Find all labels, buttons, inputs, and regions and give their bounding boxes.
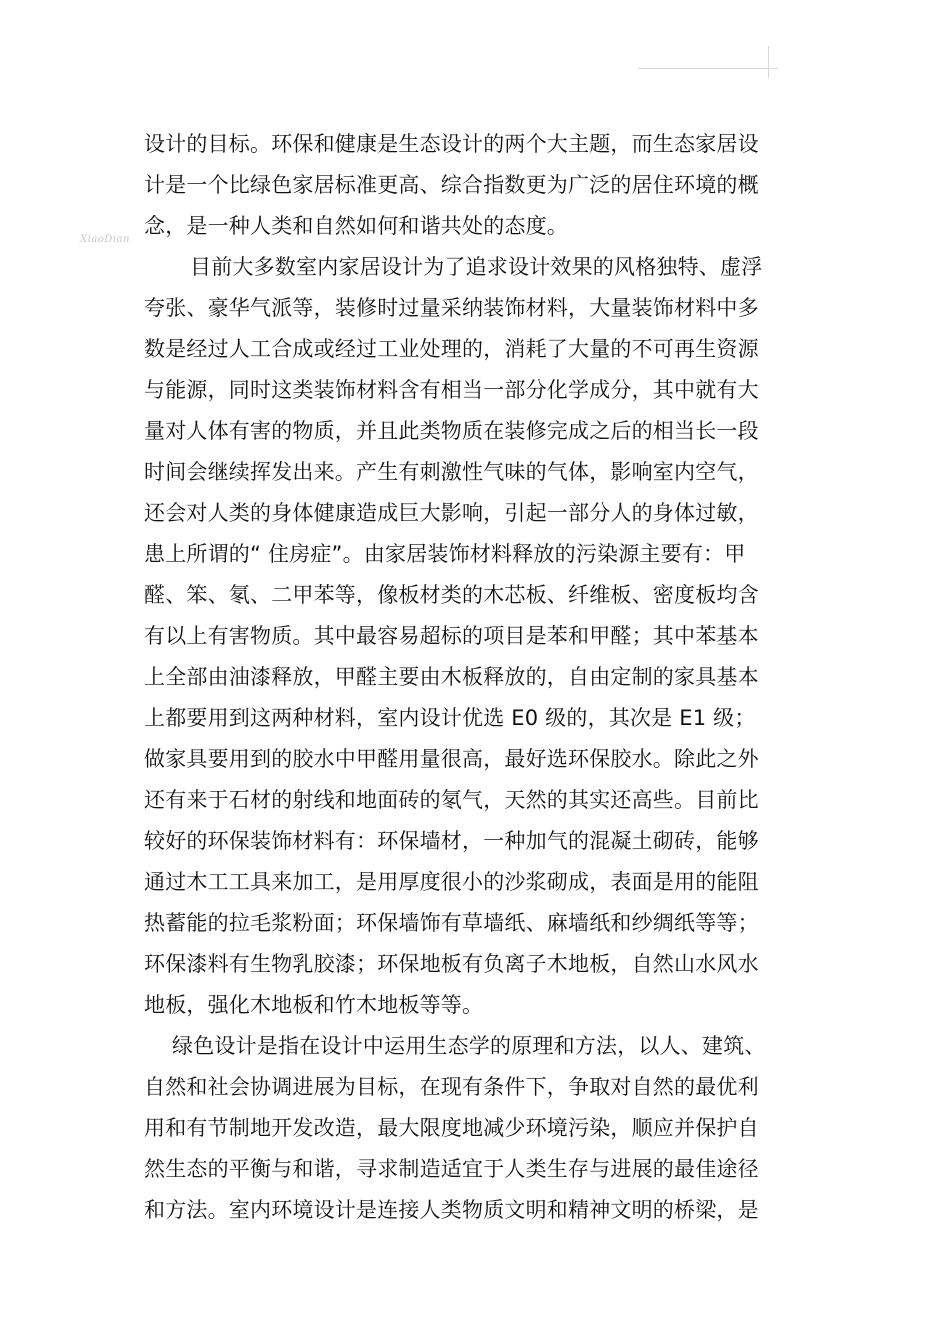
paragraph-start-line: 目前大多数室内家居设计为了追求设计效果的风格独特、虚浮 <box>190 255 763 279</box>
text-line: 量对人体有害的物质，并且此类物质在装修完成之后的相当长一段 <box>144 419 759 443</box>
text-line: 通过木工工具来加工，是用厚度很小的沙浆砌成，表面是用的能阻 <box>144 870 759 894</box>
text-line: 地板，强化木地板和竹木地板等等。 <box>144 993 484 1017</box>
text-line: 念，是一种人类和自然如何和谐共处的态度。 <box>144 214 568 238</box>
text-line: 还会对人类的身体健康造成巨大影响，引起一部分人的身体过敏， <box>144 501 759 525</box>
text-line: 夸张、豪华气派等，装修时过量采纳装饰材料，大量装饰材料中多 <box>144 296 759 320</box>
text-line: 自然和社会协调进展为目标，在现有条件下，争取对自然的最优利 <box>144 1075 759 1099</box>
text-line: 和方法。室内环境设计是连接人类物质文明和精神文明的桥梁，是 <box>144 1198 759 1222</box>
watermark: XiaoDian <box>80 234 130 245</box>
text-line: 有以上有害物质。其中最容易超标的项目是苯和甲醛；其中苯基本 <box>144 624 759 648</box>
text-line: 较好的环保装饰材料有：环保墙材，一种加气的混凝土砌砖，能够 <box>144 829 759 853</box>
header-tick <box>768 46 769 78</box>
text-line: 用和有节制地开发改造，最大限度地减少环境污染，顺应并保护自 <box>144 1116 759 1140</box>
header-rule <box>638 68 778 69</box>
text-line: 上都要用到这两种材料，室内设计优选 E0 级的，其次是 E1 级； <box>144 706 756 730</box>
paragraph-start-line: 绿色设计是指在设计中运用生态学的原理和方法，以人、建筑、 <box>172 1034 766 1058</box>
text-line: 热蓄能的拉毛浆粉面；环保墙饰有草墙纸、麻墙纸和纱绸纸等等； <box>144 911 759 935</box>
text-line: 设计的目标。环保和健康是生态设计的两个大主题，而生态家居设 <box>144 132 759 156</box>
text-line: 数是经过人工合成或经过工业处理的，消耗了大量的不可再生资源 <box>144 337 759 361</box>
text-line: 醛、笨、氡、二甲苯等，像板材类的木芯板、纤维板、密度板均含 <box>144 583 759 607</box>
text-line: 环保漆料有生物乳胶漆；环保地板有负离子木地板，自然山水风水 <box>144 952 759 976</box>
document-body <box>144 124 808 1231</box>
text-line: 与能源，同时这类装饰材料含有相当一部分化学成分，其中就有大 <box>144 378 759 402</box>
text-line: 时间会继续挥发出来。产生有刺激性气味的气体，影响室内空气， <box>144 460 759 484</box>
text-line: 患上所谓的“ 住房症”。由家居装饰材料释放的污染源主要有：甲 <box>144 542 746 566</box>
text-line: 还有来于石材的射线和地面砖的氡气，天然的其实还高些。目前比 <box>144 788 759 812</box>
text-line: 计是一个比绿色家居标准更高、综合指数更为广泛的居住环境的概 <box>144 173 759 197</box>
text-line: 上全部由油漆释放，甲醛主要由木板释放的，自由定制的家具基本 <box>144 665 759 689</box>
text-line: 做家具要用到的胶水中甲醛用量很高，最好选环保胶水。除此之外 <box>144 747 759 771</box>
text-line: 然生态的平衡与和谐，寻求制造适宜于人类生存与进展的最佳途径 <box>144 1157 759 1181</box>
